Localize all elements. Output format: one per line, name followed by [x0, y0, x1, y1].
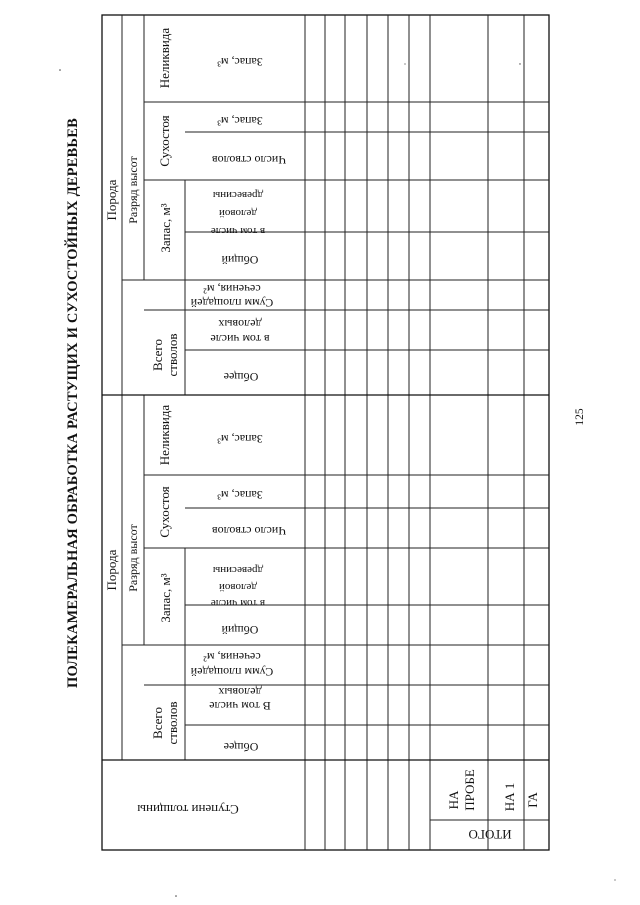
- header-stock-total-1: Общий: [221, 623, 259, 637]
- header-height-class-1: Разряд высот: [126, 524, 140, 592]
- header-total-trunks-2b: стволов: [165, 333, 180, 377]
- header-unmerchantable-2: Неликвида: [157, 27, 172, 89]
- section-1-header: [104, 405, 286, 754]
- header-total-trunks-1b: стволов: [165, 701, 180, 745]
- header-total-trunks-1a: Всего: [150, 707, 165, 739]
- header-basal-area-2b: сечения, м²: [203, 282, 261, 296]
- header-dead-wood-2: Сухостоя: [157, 115, 172, 167]
- header-stock-total-2: Общий: [221, 253, 259, 267]
- header-trunks-total-1: Общее: [223, 740, 259, 754]
- section-2-header: [104, 28, 286, 384]
- document-title: ПОЛЕКАМЕРАЛЬНАЯ ОБРАБОТКА РАСТУЩИХ И СУХОСТОЙНЫХ ДЕРЕВЬЕВ: [65, 118, 81, 688]
- header-basal-area-2a: Сумм площадей: [190, 296, 274, 310]
- header-stock-of-which-2a: в том числе: [210, 225, 266, 237]
- header-stock-1: Запас, м³: [158, 573, 173, 623]
- header-stock-of-which-1a: в том числе: [210, 597, 266, 609]
- header-stock-of-which-2b: деловой: [219, 207, 257, 219]
- header-trunks-total-2: Общее: [223, 370, 259, 384]
- header-trunks-of-which-1b: деловых: [218, 685, 262, 699]
- page-number: 125: [574, 408, 586, 426]
- header-basal-area-1b: сечения, м²: [203, 650, 261, 664]
- header-stock-of-which-2c: древесины: [212, 189, 264, 201]
- header-basal-area-1a: Сумм площадей: [190, 665, 274, 679]
- header-unmerchantable-1: Неликвида: [157, 404, 172, 466]
- header-height-class-2: Разряд высот: [126, 156, 140, 224]
- header-species-1: Порода: [104, 549, 119, 591]
- per-hectare-label-b: ГА: [525, 792, 540, 808]
- header-dead-wood-1: Сухостоя: [157, 486, 172, 538]
- per-plot-label-a: НА: [446, 790, 461, 810]
- header-unmerchantable-stock-1: Запас, м³: [217, 432, 263, 446]
- header-trunks-of-which-2a: в том числе: [210, 332, 270, 346]
- per-plot-label-b: ПРОБЕ: [462, 769, 477, 811]
- header-unmerchantable-stock-2: Запас, м³: [217, 55, 263, 69]
- header-dead-stock-2: Запас, м³: [217, 114, 263, 128]
- header-trunks-of-which-2b: деловых: [218, 317, 262, 331]
- header-total-trunks-2a: Всего: [150, 339, 165, 371]
- header-dead-trunk-count-2: Число стволов: [211, 153, 287, 167]
- header-stock-of-which-1c: древесины: [212, 564, 264, 576]
- header-stock-2: Запас, м³: [158, 203, 173, 253]
- totals-block: [446, 769, 540, 842]
- scan-specks: [59, 63, 615, 897]
- totals-label: ИТОГО: [468, 827, 512, 842]
- per-hectare-label-a: НА 1: [502, 782, 517, 812]
- header-trunks-of-which-1a: В том числе: [209, 699, 271, 713]
- header-species-2: Порода: [104, 179, 119, 221]
- header-thickness-steps: Ступени толщины: [137, 802, 239, 817]
- header-stock-of-which-1b: деловой: [219, 581, 257, 593]
- header-dead-stock-1: Запас, м³: [217, 488, 263, 502]
- header-dead-trunk-count-1: Число стволов: [211, 524, 287, 538]
